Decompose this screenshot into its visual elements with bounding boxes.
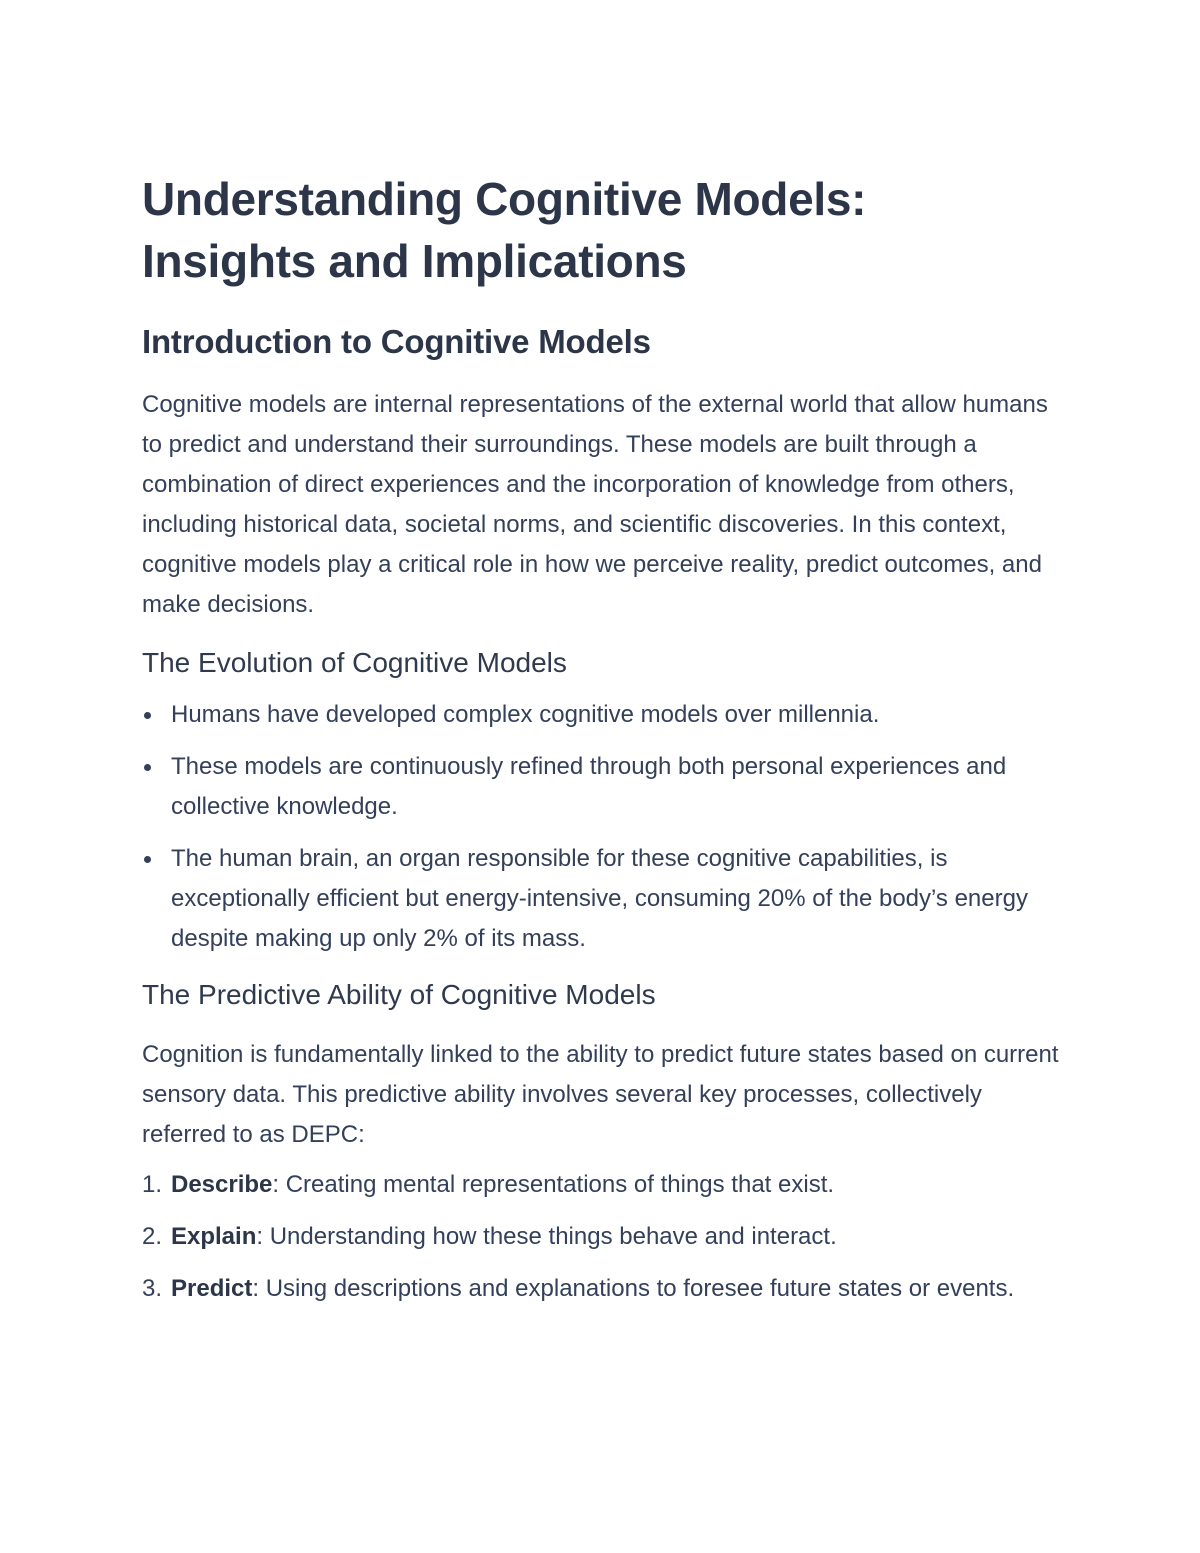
- step-number: 2.: [142, 1223, 163, 1250]
- bullet-item: [142, 839, 1072, 959]
- document-title-line-2: Insights and Implications: [142, 235, 687, 287]
- depc-step-item: [142, 1165, 1072, 1205]
- intro-paragraph: Cognitive models are internal representations of the external world that allow humans to predict and understand their surroundings. These models are built through a combination of direct experiences and the incorporation of knowledge from others, including historical data, societal norms, and scientific discoveries. In this context, cognitive models play a critical role in how we perceive reality, predict outcomes, and make decisions.: [142, 391, 1048, 618]
- bullet-dot-icon: [144, 712, 151, 719]
- bullet-text: Humans have developed complex cognitive models over millennia.: [171, 701, 880, 728]
- step-term: Explain: [171, 1223, 257, 1250]
- step-text: : Understanding how these things behave and interact.: [256, 1223, 837, 1250]
- step-number: 1.: [142, 1171, 163, 1198]
- bullet-item: [142, 695, 1072, 735]
- depc-step-item: [142, 1269, 1072, 1309]
- bullet-text: These models are continuously refined through both personal experiences and collective knowledge.: [171, 753, 1007, 820]
- depc-step-item: [142, 1217, 1072, 1257]
- evolution-heading: The Evolution of Cognitive Models: [142, 647, 567, 678]
- step-term: Describe: [171, 1171, 273, 1198]
- evolution-bullet-list: [142, 695, 1072, 959]
- predictive-heading: The Predictive Ability of Cognitive Models: [142, 979, 656, 1010]
- depc-step-list: [142, 1165, 1072, 1309]
- bullet-text: The human brain, an organ responsible for these cognitive capabilities, is exceptionally efficient but energy-intensive, consuming 20% of the body’s energy despite making up only 2% of its mass.: [171, 845, 1028, 952]
- document-title-line-1: Understanding Cognitive Models:: [142, 173, 867, 225]
- bullet-item: [142, 747, 1072, 827]
- step-number: 3.: [142, 1275, 163, 1302]
- document-page: [142, 168, 1072, 1321]
- intro-heading: Introduction to Cognitive Models: [142, 323, 651, 360]
- step-text: : Using descriptions and explanations to foresee future states or events.: [252, 1275, 1015, 1302]
- step-term: Predict: [171, 1275, 253, 1302]
- step-text: : Creating mental representations of things that exist.: [272, 1171, 835, 1198]
- bullet-dot-icon: [144, 856, 151, 863]
- bullet-dot-icon: [144, 764, 151, 771]
- document-title: [142, 168, 1072, 292]
- predictive-paragraph: Cognition is fundamentally linked to the ability to predict future states based on current sensory data. This predictive ability involves several key processes, collectively referred to as DEPC:: [142, 1041, 1059, 1148]
